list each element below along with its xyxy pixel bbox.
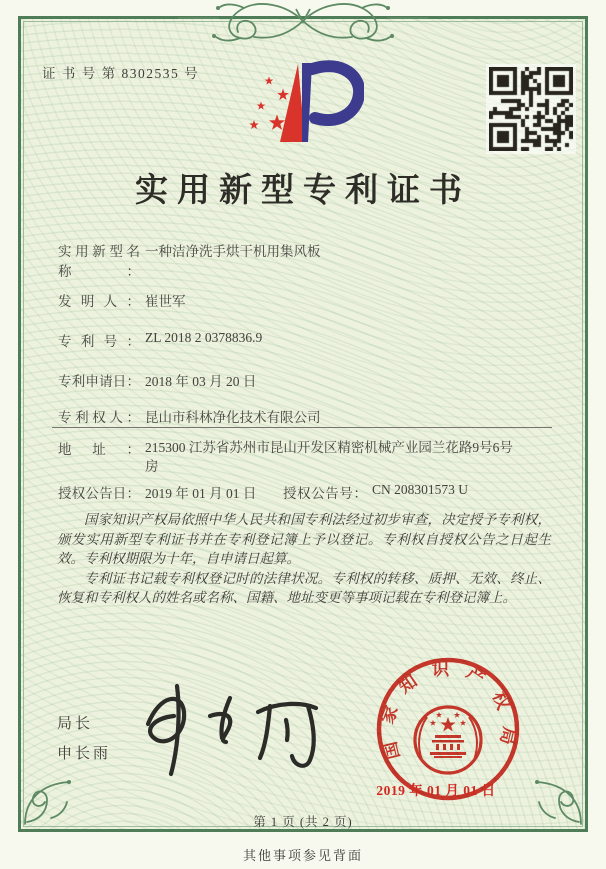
patentee-label: 专利权人：	[58, 410, 140, 425]
certificate-title: 实用新型专利证书	[135, 173, 471, 209]
grant-number-label: 授权公告号：	[283, 486, 367, 501]
inventor-label: 发明人：	[58, 294, 140, 309]
filing-date-value: 2018 年 03 月 20 日	[145, 374, 257, 389]
inventor-value: 崔世军	[145, 294, 186, 309]
name-label: 实用新型名称：	[58, 244, 140, 279]
cnipa-logo-icon	[242, 56, 364, 150]
legal-paragraph-1: 国家知识产权局依照中华人民共和国专利法经过初步审查，决定授予专利权，颁发实用新型专利证书并在专利登记簿上予以登记。专利权自授权公告之日起生效。专利权期限为十年，自申请日起算。	[57, 512, 551, 566]
field-row-patent-number	[58, 330, 558, 350]
patent-number-value: ZL 2018 2 0378836.9	[145, 330, 263, 345]
separator-line	[52, 427, 552, 428]
legal-text-block	[57, 510, 551, 608]
seal-text: 国家知识产权局	[376, 659, 520, 762]
name-value: 一种洁净洗手烘干机用集风板	[145, 244, 321, 259]
field-row-filing-date	[58, 370, 558, 390]
filing-date-label: 专利申请日：	[58, 374, 140, 389]
seal-date: 2019 年 01 月 01 日	[376, 783, 496, 798]
address-value: 215300 江苏省苏州市昆山开发区精密机械产业园兰花路9号6号房	[145, 440, 513, 474]
address-label: 地址：	[58, 442, 140, 457]
page-number: 第 1 页 (共 2 页)	[253, 815, 353, 829]
director-name: 申长雨	[57, 746, 112, 762]
patentee-value: 昆山市科林净化技术有限公司	[145, 410, 321, 425]
grant-number-pair	[283, 482, 468, 502]
grant-number-value: CN 208301573 U	[372, 482, 469, 497]
legal-paragraph-2: 专利证书记载专利权登记时的法律状况。专利权的转移、质押、无效、终止、恢复和专利权人的姓名或名称、国籍、地址变更等事项记载在专利登记簿上。	[57, 570, 551, 605]
field-row-address	[58, 438, 558, 476]
top-scroll-ornament-icon	[178, 0, 428, 46]
handwritten-signature	[130, 682, 325, 777]
director-title: 局长	[57, 716, 94, 732]
field-row-name	[58, 240, 558, 280]
certificate-number: 证 书 号 第 8302535 号	[42, 66, 200, 81]
grant-date-value: 2019 年 01 月 01 日	[145, 486, 257, 501]
qr-code	[486, 64, 576, 154]
grant-date-label: 授权公告日：	[58, 486, 140, 501]
patent-number-label: 专利号：	[58, 334, 140, 349]
back-side-note: 其他事项参见背面	[242, 848, 363, 863]
national-emblem-icon	[415, 707, 481, 773]
field-row-grant	[58, 482, 558, 502]
svg-text:国家知识产权局	[376, 659, 520, 761]
field-row-patentee	[58, 406, 558, 426]
field-row-inventor	[58, 290, 558, 310]
